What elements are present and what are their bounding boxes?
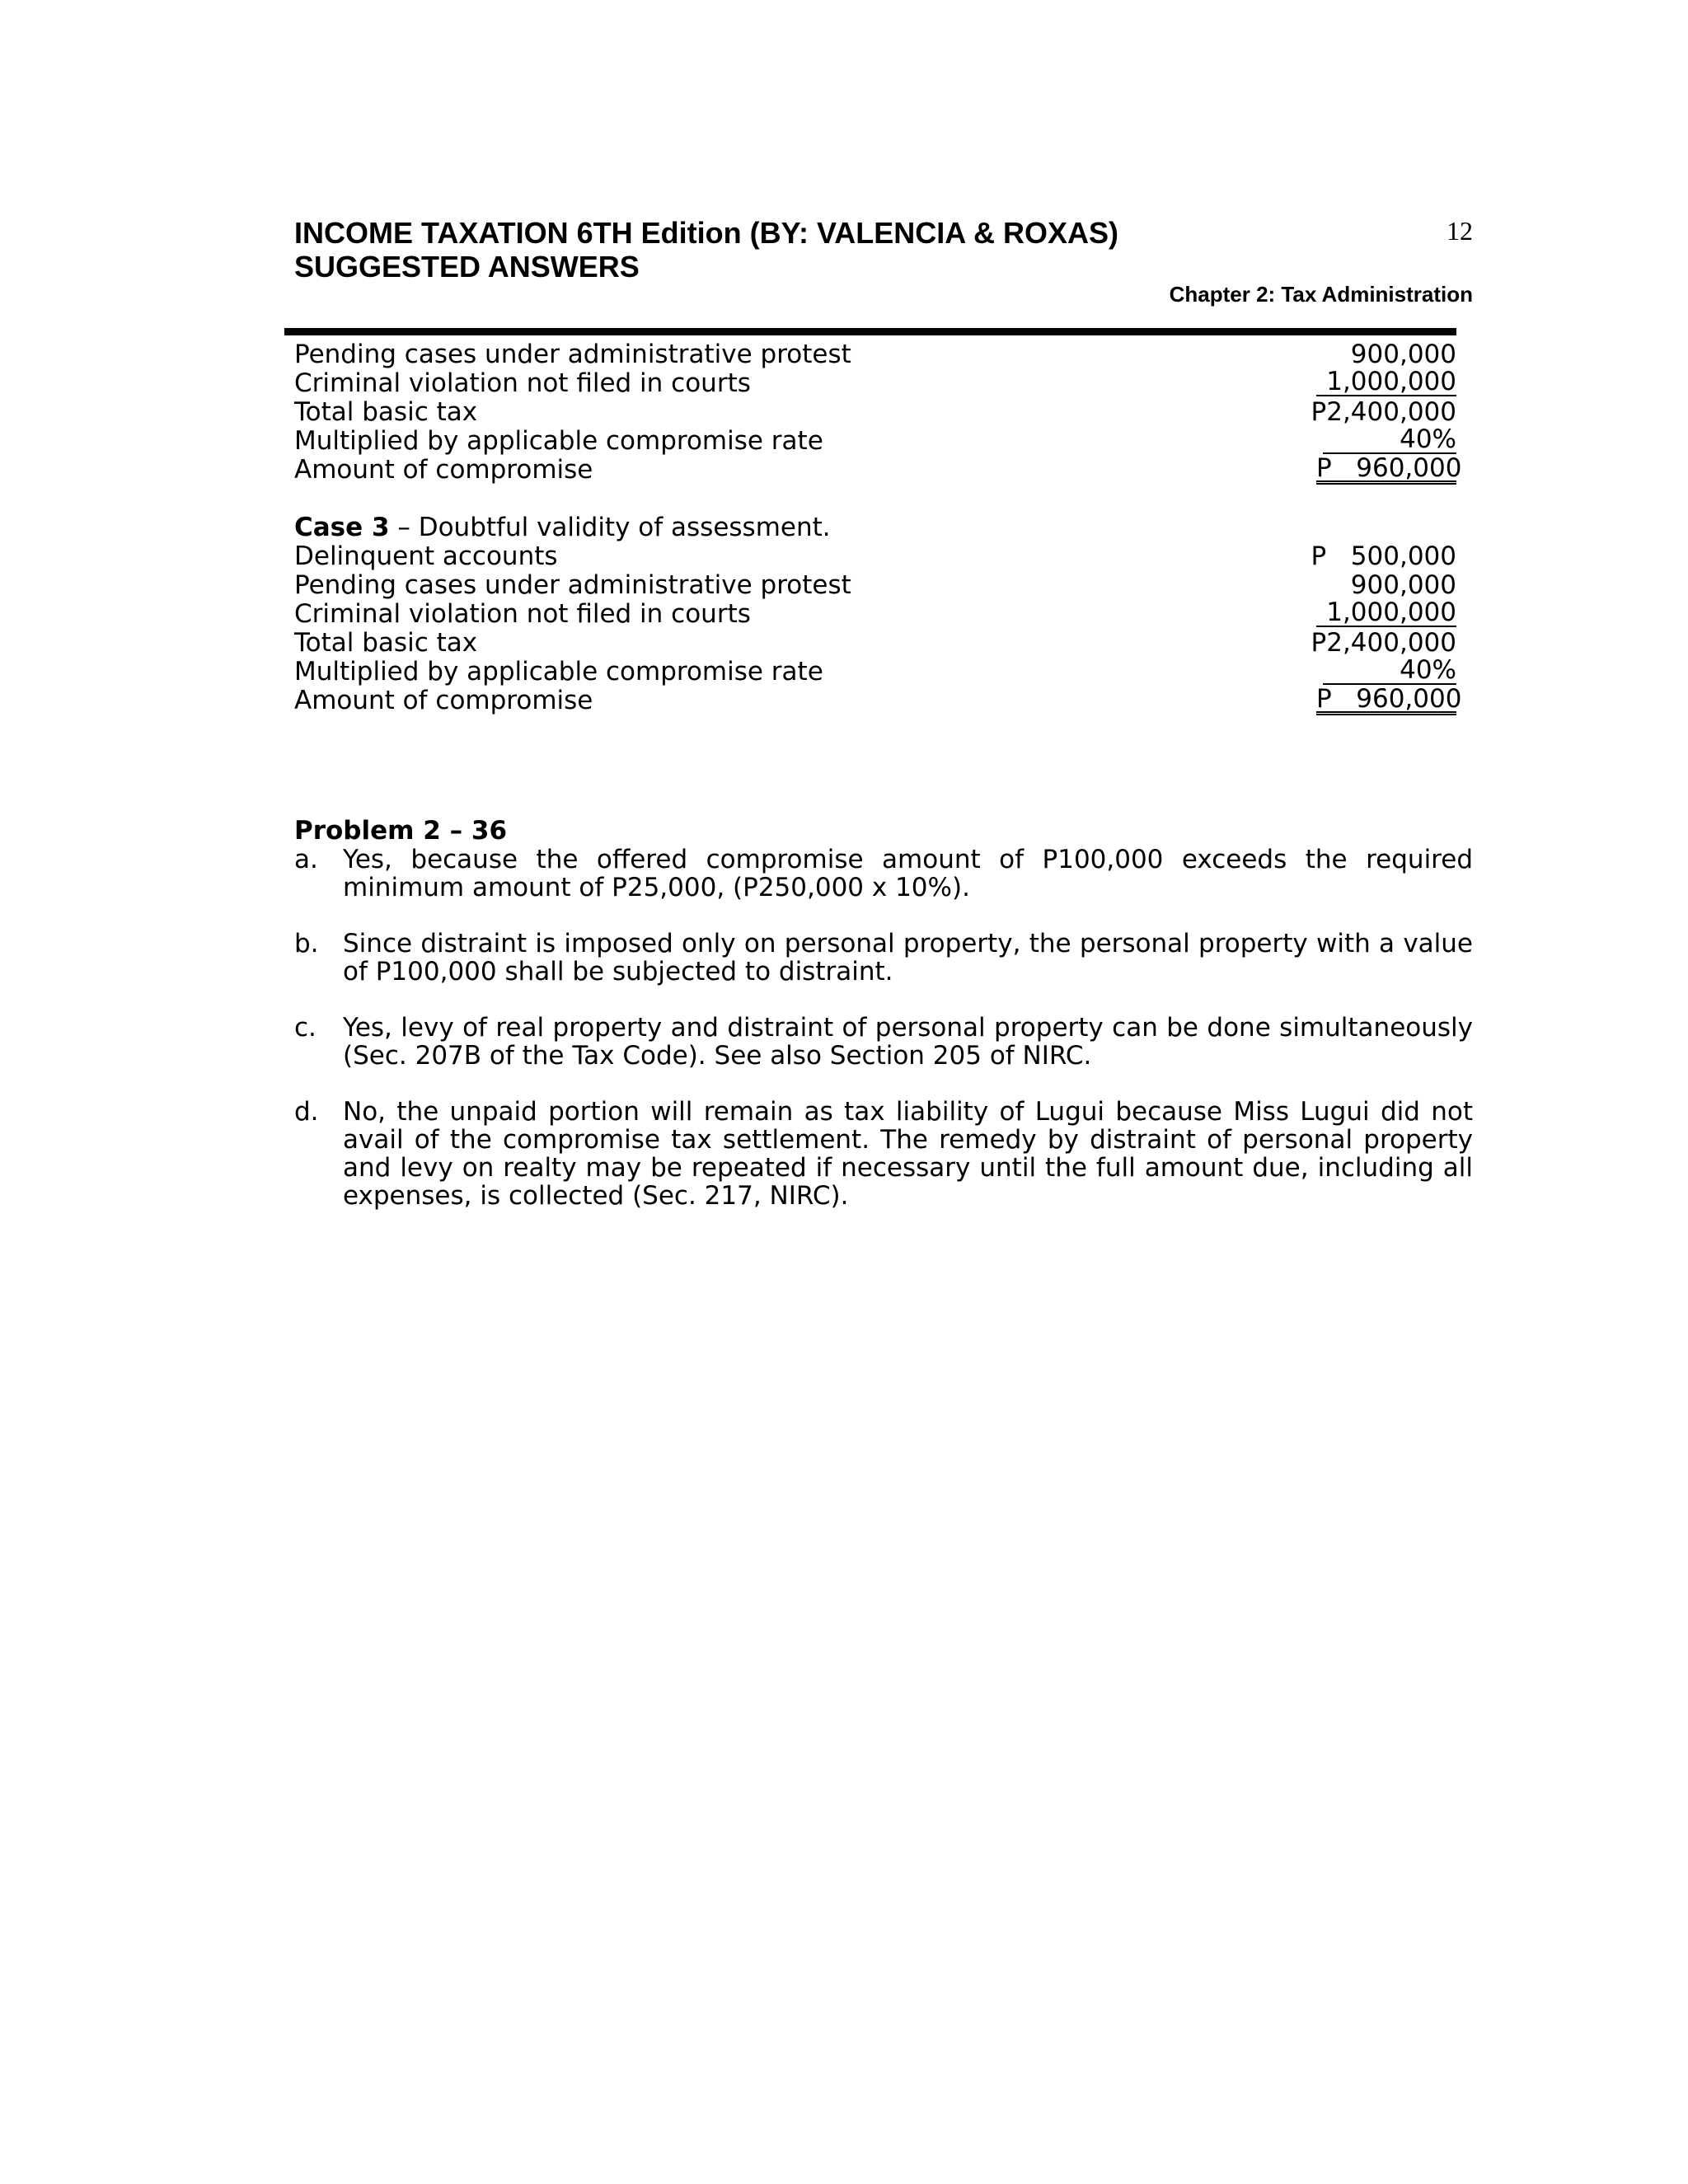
- item-letter: d.: [294, 1097, 319, 1127]
- table-row: [294, 684, 1473, 715]
- row-label: Pending cases under administrative protest: [294, 340, 851, 369]
- table-row: [294, 542, 1473, 571]
- row-amount: 1,000,000: [1316, 369, 1456, 396]
- table-row: [294, 629, 1473, 658]
- table-row: [294, 369, 1473, 398]
- row-label: Total basic tax: [294, 628, 478, 658]
- row-amount: P2,400,000: [1311, 628, 1456, 658]
- computation-table-case3: [294, 513, 1473, 715]
- row-label: Criminal violation not filed in courts: [294, 599, 751, 629]
- answer-item: [294, 1098, 1473, 1210]
- item-letter: c.: [294, 1013, 316, 1043]
- row-label: Total basic tax: [294, 397, 478, 427]
- row-label: Multiplied by applicable compromise rate: [294, 426, 823, 456]
- table-row: [294, 398, 1473, 427]
- table-row: [294, 340, 1473, 369]
- row-label: Delinquent accounts: [294, 541, 558, 571]
- problem-title: Problem 2 – 36: [294, 816, 508, 846]
- computation-table-1: [294, 340, 1473, 485]
- row-amount: P 960,000: [1316, 453, 1462, 483]
- book-title: INCOME TAXATION 6TH Edition (BY: VALENCIA & ROXAS): [294, 216, 1118, 250]
- table-row: [294, 655, 1473, 687]
- answer-item: [294, 1014, 1473, 1070]
- item-text: Yes, levy of real property and distraint of personal property can be done simultaneously (Sec. 207B of the Tax Code). See also Section 205 of NIRC.: [343, 1013, 1473, 1071]
- item-text: No, the unpaid portion will remain as tax liability of Lugui because Miss Lugui did not avail of the compromise tax settlement. The remedy by distraint of personal property and levy on realty may be repeated if necessary until the full amount due, including all expenses, is collected (Sec. 217, NIRC).: [343, 1097, 1473, 1211]
- case-title: [294, 513, 1473, 542]
- case-title-bold: Case 3: [294, 513, 390, 542]
- chapter-label: Chapter 2: Tax Administration: [1169, 282, 1473, 307]
- row-amount: 900,000: [1350, 340, 1456, 369]
- row-amount: P 500,000: [1311, 541, 1456, 571]
- row-label: Amount of compromise: [294, 686, 593, 715]
- table-row: [294, 571, 1473, 600]
- header-divider: [284, 328, 1456, 335]
- page-content: [294, 340, 1473, 1210]
- row-label: Criminal violation not filed in courts: [294, 368, 751, 398]
- row-amount: 40%: [1323, 658, 1456, 685]
- row-amount: 40%: [1323, 427, 1456, 454]
- item-text: Yes, because the offered compromise amount of P100,000 exceeds the required minimum amount of P25,000, (P250,000 x 10%).: [343, 845, 1473, 902]
- table-row: [294, 453, 1473, 485]
- book-subtitle: SUGGESTED ANSWERS: [294, 250, 640, 284]
- item-letter: a.: [294, 845, 318, 874]
- table-row: [294, 600, 1473, 629]
- page-header: [294, 216, 1473, 307]
- row-label: Pending cases under administrative protest: [294, 570, 851, 600]
- row-amount: 900,000: [1350, 570, 1456, 600]
- page-number: 12: [1447, 216, 1473, 246]
- row-amount: P 960,000: [1316, 684, 1462, 714]
- item-text: Since distraint is imposed only on personal property, the personal property with a value of P100,000 shall be subjected to distraint.: [343, 929, 1473, 987]
- table-row: [294, 424, 1473, 456]
- answer-item: [294, 846, 1473, 902]
- row-label: Amount of compromise: [294, 455, 593, 485]
- answer-item: [294, 930, 1473, 986]
- row-label: Multiplied by applicable compromise rate: [294, 657, 823, 687]
- item-letter: b.: [294, 929, 319, 958]
- row-amount: 1,000,000: [1316, 600, 1456, 627]
- problem-section: [294, 817, 1473, 1210]
- row-amount: P2,400,000: [1311, 397, 1456, 427]
- case-title-description: – Doubtful validity of assessment.: [389, 513, 831, 542]
